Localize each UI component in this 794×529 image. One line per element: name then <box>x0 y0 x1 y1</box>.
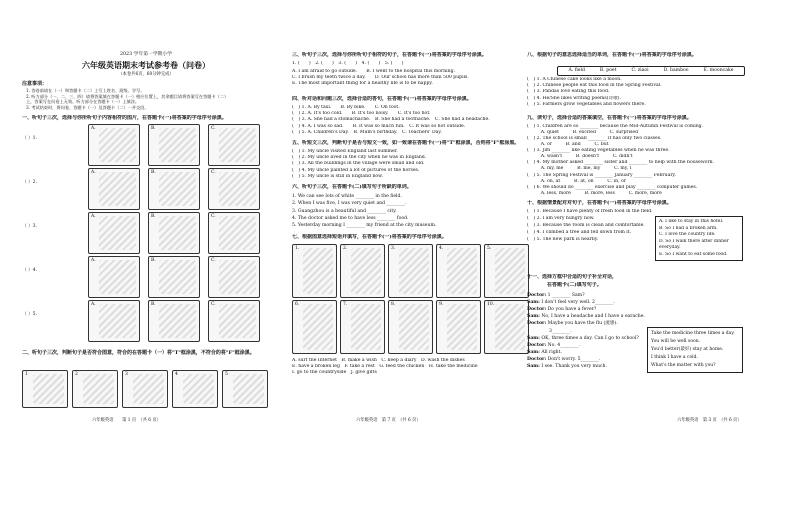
section-11-heading: 十一、选择方框中合适的句子补全对话， <box>527 274 618 280</box>
word-option: A. field <box>568 68 585 73</box>
picture-option: B. <box>148 212 200 254</box>
match-option: B. So I had a broken arm. <box>659 225 718 231</box>
page-3 <box>527 52 789 430</box>
question-row: ( ) 4. A. I was so sad. B. It was so much fun. C. It was so hot outside. <box>292 123 466 129</box>
dialogue-line: Doctor: Don't worry. 5________. <box>527 356 601 362</box>
option-line: A. I am afraid to go outside. B. I went to the hospital this morning. <box>292 69 455 74</box>
question-row: 3. Guangzhou is a beautiful and ________ city. <box>292 208 397 214</box>
matching-box <box>655 216 743 261</box>
picture-option: 1 <box>22 370 68 408</box>
question-row: ( ) 2. The school is small ________ it has only two classes. <box>527 136 662 142</box>
notice-heading: 注意事项： <box>22 81 48 87</box>
question-row: 2. When I was five, I was very quiet and ________. <box>292 201 407 207</box>
sentence-option: You will be well soon. <box>651 339 701 345</box>
section-3-options <box>292 69 528 88</box>
question-row: ( ) 5. The new park is nearby. <box>527 236 599 242</box>
option-line: I. go to the countryside J. give gifts <box>292 370 377 376</box>
picture-option: 1. <box>292 244 337 298</box>
picture-option: C. <box>208 124 260 166</box>
question-row: ( ) 4. My mother asked ________ sister and ________ to help with the housework. <box>527 160 714 166</box>
question-row: ( ) 2. A. It's too cold. B. It's too noisy. C. It's too hot. <box>292 111 431 117</box>
match-option: E. So I want to eat some food. <box>659 251 728 257</box>
section-10-heading: 十、根据情景配对对句子，在答题卡(一)将答案的字母序号涂黑。 <box>527 200 672 206</box>
question-label: （ ）1. <box>22 136 38 141</box>
question-row: ( ) 3. Jim ________ like eating vegetables when he was three. <box>527 148 670 154</box>
school-line: 2023 学年第一学期小学 <box>119 52 173 57</box>
choice-row: A. wasn't B. doesn't C. didn't <box>527 154 633 160</box>
question-row: ( ) 5. A. Children's Day. B. Mum's birthday. C. Teachers' Day. <box>292 129 442 135</box>
question-label: （ ）4. <box>22 268 38 273</box>
word-option: C. ziaoi <box>631 68 649 73</box>
word-bank <box>557 66 745 76</box>
section-8-list <box>527 77 789 108</box>
question-row: ( ) 5. My uncle is still in England now. <box>292 173 384 179</box>
picture-option: 7. <box>340 300 385 354</box>
exam-subtitle: （本卷共6页，60分钟完成） <box>118 72 174 77</box>
section-10-list <box>527 209 667 243</box>
picture-option: B. <box>148 124 200 166</box>
question-row: ( ) 1. Children are so ________ because the Mid-Autumn Festival is coming. <box>527 124 704 129</box>
picture-option: 9. <box>436 300 481 354</box>
question-row: 5. Yesterday morning I ________ my friend at the city museum. <box>292 223 437 229</box>
notice-item: 2. 听力部分（一、二、三、四）请将答案填在答题卡（一）相应位置上，其余题目请将答案写在答题卡（二） <box>26 93 229 99</box>
section-9-heading: 九、读句子，选择合适的答案填空，在答题卡(一)将答案的字母序号涂黑。 <box>527 115 692 121</box>
picture-option: A. <box>88 168 140 210</box>
sentence-option: I think I have a cold. <box>651 355 698 361</box>
picture-option: C. <box>208 168 260 210</box>
question-row: ( ) 4. I climbed a tree and fell down from it. <box>527 229 632 235</box>
dialogue-line: Sam: All right. <box>527 349 562 355</box>
picture-option: A. <box>88 300 140 342</box>
word-option: E. mooncake <box>703 68 734 73</box>
sentence-option: What's the matter with you? <box>651 363 716 369</box>
question-row: ( ) 3. Because the room is clean and comfortable. <box>527 222 645 228</box>
match-option: everyday. <box>659 245 681 251</box>
dialogue-line: Sam: I don't feel very well. 2________. <box>527 300 615 306</box>
question-row: ( ) 2. Chinese people eat this food in the Spring Festival. <box>527 83 662 89</box>
choice-row: A. quiet B. excited C. surprised <box>527 130 639 136</box>
picture-option: 6. <box>292 300 337 354</box>
page-2 <box>292 52 540 430</box>
picture-option: A. <box>88 256 140 298</box>
question-label: （ ）2. <box>22 180 38 185</box>
sentence-option: Take the medicine three times a day. <box>651 331 735 336</box>
picture-option: 5 <box>222 370 268 408</box>
match-option: C. I love the country life. <box>659 232 716 238</box>
choice-row: A. less, more B. more, less C. more, more <box>527 190 662 196</box>
notice-item: 3. 考试结束时，将问卷、答题卡（一）及答题卡（二）一并交回。 <box>26 105 149 111</box>
dialogue-line: 3________. <box>549 328 572 334</box>
picture-option: B. <box>148 300 200 342</box>
section-5-heading: 五、听短文三次，判断句子是否与短文一致，如一致请在答题卡(一)将"T"框涂黑，否则将"F"框涂黑。 <box>292 140 520 146</box>
picture-option: 10. <box>484 300 529 354</box>
notice-item: 1. 答卷前请在（一）和答题卡（二）上写上姓名、班级、学号。 <box>26 88 145 93</box>
option-line: E. have a broken leg F. take a rest G. feed the chicken H. take the medicine <box>292 364 478 370</box>
section-4-heading: 四、听对话和问题三次，选择合适的答句，在答题卡(一)将答案的字母序号涂黑。 <box>292 96 472 102</box>
section-1-heading: 一、听句子三次，选择与你所听句子内容相符的图片，在答题卡(一)将答案的字母序号涂黑。 <box>22 115 227 121</box>
option-line: C. I brush my teeth twice a day. D. Our school has more than 500 pupils. <box>292 75 469 81</box>
choice-row: A. my, me B. me, my C. my, I <box>527 166 632 172</box>
picture-option: 3 <box>122 370 168 408</box>
sentence-bank <box>647 327 743 373</box>
match-option: A. I like to stay in this hotel. <box>659 219 724 224</box>
page-footer: 六年级英语 第 3 页 （共 6 页） <box>677 418 742 423</box>
exam-title: 六年级英语期末考试参考卷（问卷） <box>82 60 210 70</box>
question-row: ( ) 1. Because I have plenty of fresh food in the field. <box>527 209 653 214</box>
picture-option: 5. <box>484 244 529 298</box>
notice-item: 上，答案写在问卷上无效。听力部分在答题卡（一）上填涂。 <box>26 99 140 105</box>
section-8-heading: 八、根据句子的意思选择适当的单词，在答题卡(一)将答案的字母序号涂黑。 <box>527 52 697 58</box>
page-footer: 六年级英语 第 1 页 （共 6 页） <box>92 418 161 423</box>
picture-option: 3. <box>388 244 433 298</box>
question-row: ( ) 5. Farmers grow vegetables and flowers there. <box>527 101 646 107</box>
question-label: （ ）3. <box>22 224 38 229</box>
choice-row: A. on, at B. at, on C. in, or <box>527 178 626 184</box>
picture-option: 4 <box>172 370 218 408</box>
sentence-option: You'd better(最好) stay at home. <box>651 347 724 353</box>
word-option: B. poet <box>599 68 617 73</box>
question-row: ( ) 1. My uncle visited England last summer. <box>292 149 398 154</box>
question-row: 4. The doctor asked me to have less ________ food. <box>292 216 409 222</box>
question-row: ( ) 5. The Spring Festival is ________ January ________ February. <box>527 172 676 178</box>
section-9-list <box>527 124 789 197</box>
option-line: E. The most important thing for a healthy life is to be happy. <box>292 81 433 87</box>
question-row: ( ) 3. A. She had a stomachache. B. She had a toothache. C. She had a headache. <box>292 117 490 123</box>
question-row: ( ) 4. He/She likes writing poems(诗歌). <box>527 95 621 101</box>
picture-option: 4. <box>436 244 481 298</box>
section-5-list <box>292 149 528 180</box>
section-2-pictures <box>22 370 270 410</box>
question-row: ( ) 3. Pandas love eating this food. <box>527 89 610 95</box>
question-row: ( ) 1. A. By taxi. B. By bike. C. On foot. <box>292 105 400 110</box>
option-line: A. surf the Internet B. make a wish C. keep a diary D. wash the dishes <box>292 358 465 363</box>
section-6-list <box>292 193 528 230</box>
question-label: （ ）5. <box>22 312 38 317</box>
picture-option: B. <box>148 256 200 298</box>
section-7-heading: 七、根据图意选择短语并填写，在答题卡(一)将答案的字母序号涂黑。 <box>292 234 447 240</box>
section-1-grid <box>22 124 270 344</box>
question-row: ( ) 4. My uncle painted a lot of pictures of the horses. <box>292 167 420 173</box>
page-footer: 六年级英语 第 7 页 （共 6 页） <box>356 418 421 423</box>
picture-option: 2. <box>340 244 385 298</box>
question-row: ( ) 3. All the buildings in the village were small and old. <box>292 161 425 167</box>
notice-list <box>26 88 270 111</box>
choice-row: A. or B. and C. but <box>527 142 609 148</box>
dialogue-line: Doctor: Do you have a fever? <box>527 307 597 313</box>
section-6-heading: 六、听句子三次，在答题卡(二)填写句子所缺的单词。 <box>292 184 412 190</box>
picture-option: 2 <box>72 370 118 408</box>
match-option: D. So I walk there after dinner <box>659 238 729 244</box>
dialogue-line: Sam: OK, three times a day. Can I go to school? <box>527 335 639 341</box>
question-row: ( ) 1. A Chinese cake looks like a moon. <box>527 77 622 82</box>
dialogue-line: Sam: No, I have a headache and I have a earache. <box>527 314 645 320</box>
dialogue-line: Doctor: Maybe you have the flu (流感). <box>527 321 618 327</box>
picture-option: C. <box>208 256 260 298</box>
question-row: 1. We can see lots of white ________ in the field. <box>292 194 402 199</box>
question-row: ( ) 2. I am very hungry now. <box>527 215 595 221</box>
dialogue-line: Sam: I see. Thank you very much. <box>527 364 607 370</box>
section-11-subheading: 在答题卡(二)填写句子。 <box>547 282 602 288</box>
picture-option: C. <box>208 212 260 254</box>
picture-option: 8. <box>388 300 433 354</box>
section-7-options <box>292 358 528 377</box>
picture-option: A. <box>88 212 140 254</box>
section-7-pictures <box>292 244 528 354</box>
question-row: ( ) 2. My uncle lived in the city when he was in England. <box>292 155 427 161</box>
dialogue-line: Doctor: 1 ________ Sam? <box>527 293 585 298</box>
section-3-heading: 三、听句子三次，选择与你所听句子相符的句子，在答题卡(一)将答案的字母序号涂黑。 <box>292 52 487 58</box>
section-4-list <box>292 105 528 136</box>
picture-option: A. <box>88 124 140 166</box>
word-option: D. bamboo <box>663 68 689 73</box>
picture-option: B. <box>148 168 200 210</box>
picture-option: C. <box>208 300 260 342</box>
page-1 <box>22 52 270 430</box>
question-row: ( ) 6. We should do ________ exercise and play ________ computer games. <box>527 184 698 190</box>
answer-numbers: 1. ( ) 2. ( ) 3. ( ) 4. ( ) 5. ( ) <box>292 61 404 66</box>
dialogue-line: Doctor: No. 4________. <box>527 342 580 348</box>
section-2-heading: 二、听句子三次，判断句子是否符合图意，符合的在答题卡（一）将"T"框涂黑，不符合的将"F"框涂黑。 <box>22 350 255 356</box>
